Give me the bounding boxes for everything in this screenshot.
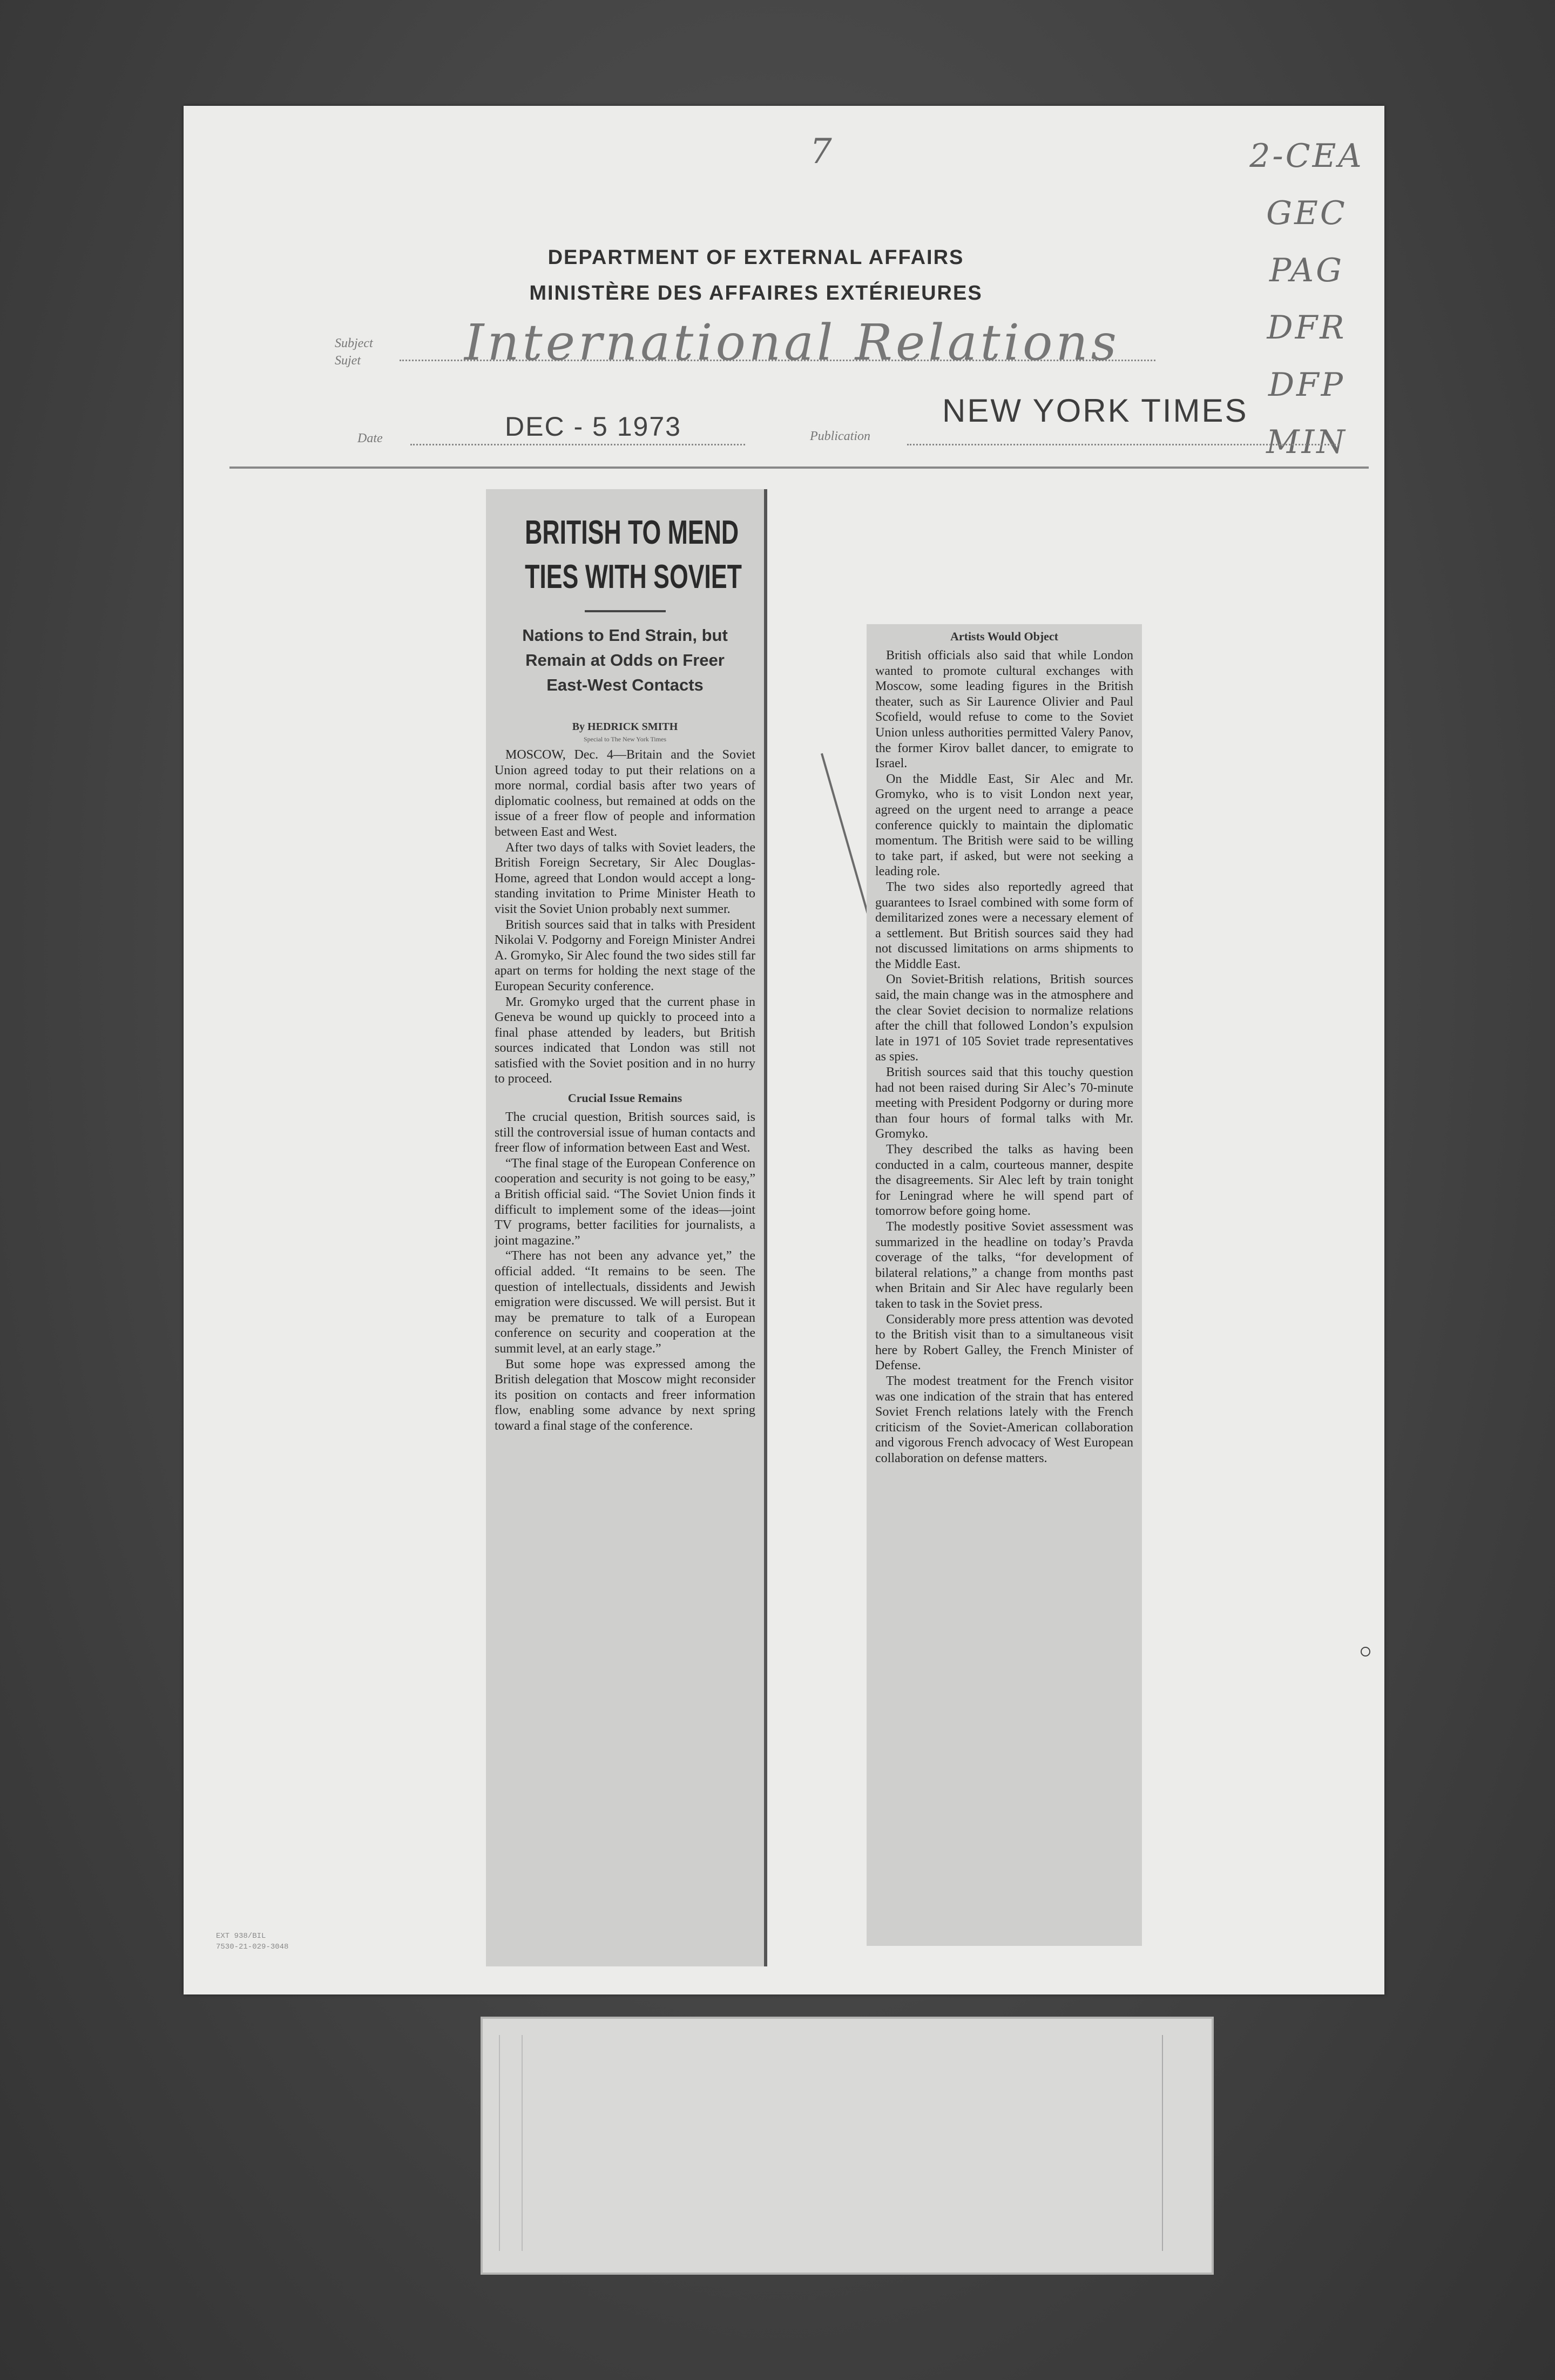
crosshead: Crucial Issue Remains	[567, 1091, 682, 1105]
margin-mark	[1361, 1647, 1370, 1656]
subheadline: Nations to End Strain, but Remain at Odds on Freer East-West Contacts	[522, 626, 728, 694]
clipping-column-left	[486, 489, 767, 1966]
paragraph: They described the talks as having been conducted in a calm, courteous manner, despite the disagreements. Sir Alec left by train tonight for Leningrad where he will spend part of tomorrow before going home.	[875, 1142, 1133, 1219]
paragraph: Mr. Gromyko urged that the current phase in Geneva be wound up quickly to proceed into a final phase attended by leaders, but British sources indicated that London was still not satisfied with the Soviet position and in no hurry to proceed.	[495, 995, 755, 1086]
publication-value: NEW YORK TIMES	[942, 393, 1248, 429]
form-code	[216, 1931, 288, 1952]
paragraph: “There has not been any advance yet,” the official added. “It remains to be seen. The question of intellectuals, dissidents and Jewish emigration were discussed. We will persist. But it may be premature to talk of a European conference on security and cooperation at the summit level, at an early stage.”	[495, 1249, 755, 1356]
routing-initial: DFP	[1268, 366, 1346, 404]
date-value: DEC - 5 1973	[505, 411, 681, 442]
routing-initial: MIN	[1266, 423, 1347, 461]
crosshead: Artists Would Object	[950, 630, 1059, 643]
header-rule	[229, 466, 1369, 469]
article-body-left	[495, 747, 755, 1434]
publication-line	[907, 444, 1339, 445]
paragraph: On Soviet-British relations, British sources said, the main change was in the atmosphere and the clear Soviet decision to normalize relations after the chill that followed London’s expulsion late in 1971 of 105 Soviet trade representatives as spies.	[875, 972, 1133, 1064]
envelope-edge-right	[1162, 2035, 1185, 2251]
dept-name-fr: MINISTÈRE DES AFFAIRES EXTÉRIEURES	[529, 282, 983, 305]
paragraph: On the Middle East, Sir Alec and Mr. Gromyko, who is to visit London next year, agreed on the urgent need to arrange a peace conference quickly to maintain the diplomatic momentum. The British were said to be willing to take part, if asked, but were not seeking a leading role.	[875, 772, 1133, 879]
routing-initials	[1236, 127, 1377, 471]
envelope-edge-left	[499, 2035, 523, 2251]
routing-initial: DFR	[1267, 309, 1347, 347]
publication-label: Publication	[810, 429, 870, 443]
date-line	[410, 444, 745, 445]
department-header	[486, 240, 1026, 311]
headline-line-1: BRITISH TO MEND	[525, 514, 739, 551]
headline	[525, 511, 742, 599]
byline: By HEDRICK SMITH	[572, 721, 678, 733]
headline-divider	[585, 610, 666, 612]
subject-label-fr: Sujet	[335, 354, 361, 368]
byline-note: Special to The New York Times	[583, 735, 667, 743]
date-label: Date	[357, 431, 383, 445]
article-body-right	[875, 628, 1133, 1466]
paragraph: British sources said that in talks with President Nikolai V. Podgorny and Foreign Minister Andrei A. Gromyko, Sir Alec found the two sides still far apart on terms for holding the next stage of the European Security conference.	[495, 917, 755, 993]
paragraph: The modestly positive Soviet assessment was summarized in the headline on today’s Pravda coverage of the talks, “for development of bilateral relations,” a change from months past when Britain and Sir Alec have regularly been taken to task in the Soviet press.	[875, 1219, 1133, 1311]
paragraph: British officials also said that while London wanted to promote cultural exchanges with Moscow, some leading figures in the British theater, such as Sir Laurence Olivier and Paul Scofield, would refuse to come to the Soviet Union unless authorities permitted Valery Panov, the former Kirov ballet dancer, to emigrate to Israel.	[875, 648, 1133, 771]
subject-value: International Relations	[464, 314, 1120, 371]
paragraph: British sources said that this touchy question had not been raised during Sir Alec’s 70-minute meeting with President Podgorny or during more than four hours of formal talks with Mr. Gromyko.	[875, 1065, 1133, 1141]
document-sheet	[184, 106, 1384, 1994]
paragraph: The modest treatment for the French visitor was one indication of the strain that has entered Soviet French relations lately with the French criticism of the Soviet-American collaboration and vigorous French advocacy of West European collaboration on defense matters.	[875, 1374, 1133, 1465]
routing-initial: PAG	[1269, 252, 1344, 289]
subject-label-en: Subject	[335, 336, 373, 350]
headline-line-2: TIES WITH SOVIET	[525, 558, 742, 596]
paragraph: But some hope was expressed among the British delegation that Moscow might reconsider its position on contacts and freer information flow, enabling some advance by next spring toward a final stage of the conference.	[495, 1357, 755, 1433]
paragraph: “The final stage of the European Conference on cooperation and security is not going to be easy,” a British official said. “The Soviet Union finds it difficult to implement some of the ideas—joint TV programs, better facilities for journalists, a joint magazine.”	[495, 1156, 755, 1248]
form-code-line-2: 7530-21-029-3048	[216, 1943, 289, 1951]
page-number: 7	[810, 132, 832, 172]
clipping-column-right	[867, 624, 1142, 1946]
paragraph: MOSCOW, Dec. 4—Britain and the Soviet Union agreed today to put their relations on a more normal, cordial basis after two years of diplomatic coolness, but remained at odds on the issue of a freer flow of people and information between East and West.	[495, 748, 755, 839]
paragraph: After two days of talks with Soviet leaders, the British Foreign Secretary, Sir Alec Douglas-Home, agreed that London would accept a long-standing invitation to Prime Minister Heath to visit the Soviet Union probably next summer.	[495, 840, 755, 916]
routing-initial: GEC	[1266, 194, 1347, 232]
form-code-line-1: EXT 938/BIL	[216, 1932, 266, 1940]
routing-initial: 2-CEA	[1249, 137, 1364, 175]
paragraph: Considerably more press attention was devoted to the British visit than to a simultaneous visit here by Robert Galley, the French Minister of Defense.	[875, 1312, 1133, 1373]
paragraph: The crucial question, British sources said, is still the controversial issue of human contacts and freer flow of information between East and West.	[495, 1110, 755, 1155]
subject-label	[335, 335, 373, 369]
paragraph: The two sides also reportedly agreed that guarantees to Israel combined with some form of demilitarized zones were a necessary element of a settlement. But British sources said they had not discussed limitations on arms shipments to the Middle East.	[875, 880, 1133, 971]
dept-name-en: DEPARTMENT OF EXTERNAL AFFAIRS	[547, 246, 964, 269]
envelope-strip	[481, 2017, 1214, 2275]
